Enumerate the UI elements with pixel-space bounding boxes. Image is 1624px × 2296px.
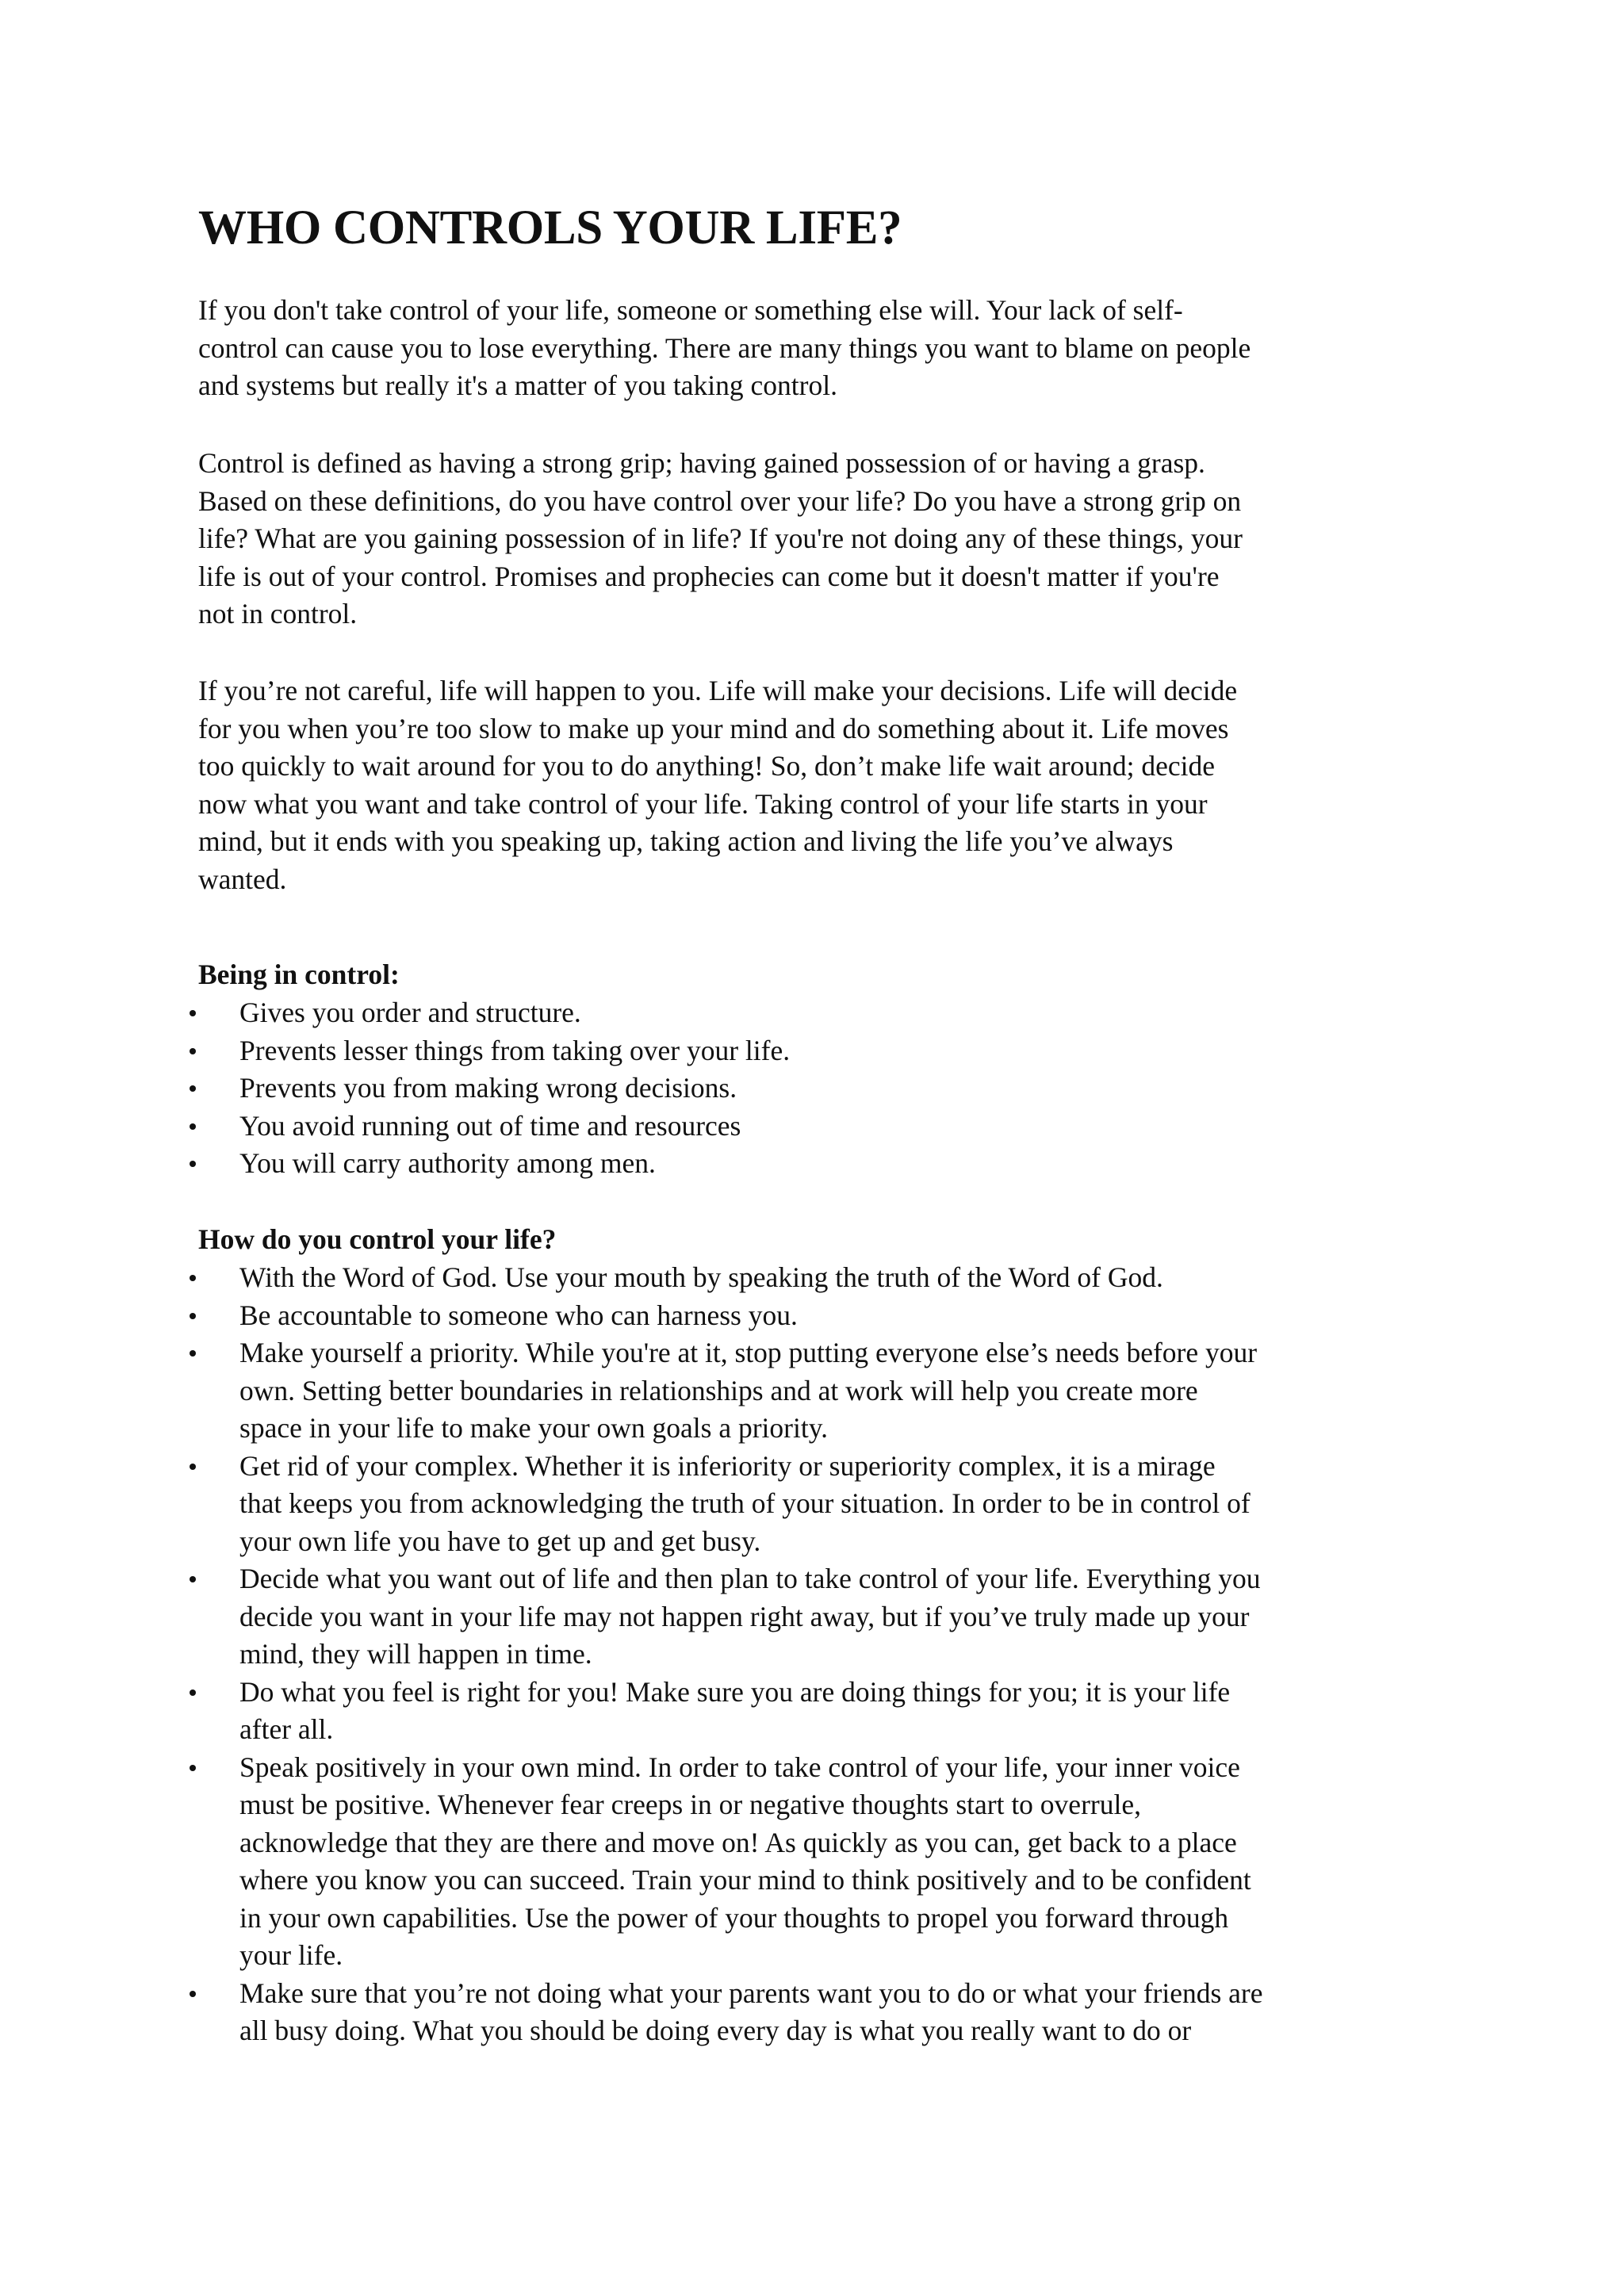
bullet-icon bbox=[190, 1464, 196, 1470]
list-item bbox=[198, 1145, 790, 1183]
document-title: WHO CONTROLS YOUR LIFE? bbox=[198, 201, 902, 254]
list-item-text: Speak positively in your own mind. In order to take control of your life, your inner voice bbox=[239, 1751, 1240, 1783]
list-item bbox=[198, 1448, 1262, 1561]
list-item bbox=[198, 1070, 790, 1108]
section-heading-being-in-control: Being in control: bbox=[198, 959, 400, 990]
bullet-icon bbox=[190, 1991, 196, 1997]
list-item-text: own. Setting better boundaries in relationships and at work will help you create more bbox=[239, 1374, 1198, 1406]
list-item-text: after all. bbox=[239, 1713, 334, 1745]
list-item-text: must be positive. Whenever fear creeps in or negative thoughts start to overrule, bbox=[239, 1789, 1141, 1820]
paragraph-careful bbox=[198, 672, 1443, 898]
paragraph-line: control can cause you to lose everything. There are many things you want to blame on people bbox=[198, 331, 1251, 364]
paragraph-line: now what you want and take control of your life. Taking control of your life starts in your bbox=[198, 787, 1208, 820]
bullet-icon bbox=[190, 1576, 196, 1582]
list-item-text: Prevents you from making wrong decisions. bbox=[239, 1072, 737, 1104]
list-item-text: Make yourself a priority. While you're at it, stop putting everyone else’s needs before your bbox=[239, 1337, 1258, 1368]
bullet-icon bbox=[190, 1123, 196, 1130]
paragraph-line: mind, but it ends with you speaking up, taking action and living the life you’ve always bbox=[198, 825, 1174, 857]
paragraph-line: too quickly to wait around for you to do anything! So, don’t make life wait around; decide bbox=[198, 750, 1216, 782]
bullet-icon bbox=[190, 1765, 196, 1771]
list-item bbox=[198, 1297, 1262, 1335]
list-item bbox=[198, 994, 790, 1032]
paragraph-line: for you when you’re too slow to make up your mind and do something about it. Life moves bbox=[198, 712, 1229, 744]
list-item bbox=[198, 1749, 1262, 1975]
list-item-text: Be accountable to someone who can harness you. bbox=[239, 1299, 798, 1331]
bullet-icon bbox=[190, 1085, 196, 1092]
paragraph-line: Based on these definitions, do you have control over your life? Do you have a strong grip on bbox=[198, 484, 1242, 517]
list-item-text: Decide what you want out of life and then plan to take control of your life. Everything you bbox=[239, 1563, 1261, 1594]
list-item-text: your own life you have to get up and get busy. bbox=[239, 1525, 761, 1557]
list-item-text: Make sure that you’re not doing what your parents want you to do or what your friends are bbox=[239, 1976, 1263, 2009]
bullet-icon bbox=[190, 1010, 196, 1016]
list-item-text: With the Word of God. Use your mouth by speaking the truth of the Word of God. bbox=[239, 1261, 1163, 1293]
list-item bbox=[198, 1674, 1262, 1749]
list-item-text: Get rid of your complex. Whether it is inferiority or superiority complex, it is a mirage bbox=[239, 1449, 1216, 1482]
list-item-text: decide you want in your life may not happen right away, but if you’ve truly made up your bbox=[239, 1600, 1250, 1632]
bullet-list-being-in-control bbox=[198, 994, 790, 1183]
paragraph-intro bbox=[198, 292, 1443, 405]
section-heading-how-to-control: How do you control your life? bbox=[198, 1223, 557, 1255]
list-item bbox=[198, 1259, 1262, 1297]
paragraph-line: and systems but really it's a matter of you taking control. bbox=[198, 369, 837, 401]
list-item-text: your life. bbox=[239, 1939, 343, 1971]
paragraph-line: If you don't take control of your life, someone or something else will. Your lack of self- bbox=[198, 294, 1183, 326]
bullet-list-how-to-control bbox=[198, 1259, 1262, 2050]
bullet-icon bbox=[190, 1275, 196, 1281]
bullet-icon bbox=[190, 1689, 196, 1696]
bullet-icon bbox=[190, 1161, 196, 1167]
paragraph-definition bbox=[198, 445, 1443, 633]
paragraph-line: If you’re not careful, life will happen to you. Life will make your decisions. Life will decide bbox=[198, 675, 1238, 706]
paragraph-line: life? What are you gaining possession of in life? If you're not doing any of these things, your bbox=[198, 522, 1243, 554]
bullet-icon bbox=[190, 1313, 196, 1319]
paragraph-line: Control is defined as having a strong grip; having gained possession of or having a grasp. bbox=[198, 447, 1205, 479]
bullet-icon bbox=[190, 1048, 196, 1054]
list-item-text: that keeps you from acknowledging the truth of your situation. In order to be in control of bbox=[239, 1487, 1251, 1519]
paragraph-line: not in control. bbox=[198, 598, 358, 629]
list-item-text: acknowledge that they are there and move on! As quickly as you can, get back to a place bbox=[239, 1826, 1237, 1858]
list-item-text: where you know you can succeed. Train your mind to think positively and to be confident bbox=[239, 1864, 1251, 1896]
list-item bbox=[198, 1334, 1262, 1448]
list-item bbox=[198, 1560, 1262, 1674]
bullet-icon bbox=[190, 1350, 196, 1357]
paragraph-line: life is out of your control. Promises and prophecies can come but it doesn't matter if you're bbox=[198, 560, 1220, 592]
list-item bbox=[198, 1032, 790, 1070]
list-item-text: Prevents lesser things from taking over your life. bbox=[239, 1034, 791, 1066]
list-item-text: Gives you order and structure. bbox=[239, 997, 581, 1028]
list-item-text: in your own capabilities. Use the power of your thoughts to propel you forward through bbox=[239, 1901, 1229, 1934]
list-item-text: all busy doing. What you should be doing every day is what you really want to do or bbox=[239, 2015, 1192, 2046]
list-item-text: You avoid running out of time and resources bbox=[239, 1109, 741, 1142]
list-item bbox=[198, 1975, 1262, 2050]
list-item-text: You will carry authority among men. bbox=[239, 1147, 656, 1179]
list-item-text: Do what you feel is right for you! Make sure you are doing things for you; it is your life bbox=[239, 1675, 1231, 1708]
paragraph-line: wanted. bbox=[198, 863, 287, 895]
list-item-text: mind, they will happen in time. bbox=[239, 1638, 592, 1670]
list-item-text: space in your life to make your own goals a priority. bbox=[239, 1412, 829, 1444]
list-item bbox=[198, 1108, 790, 1146]
